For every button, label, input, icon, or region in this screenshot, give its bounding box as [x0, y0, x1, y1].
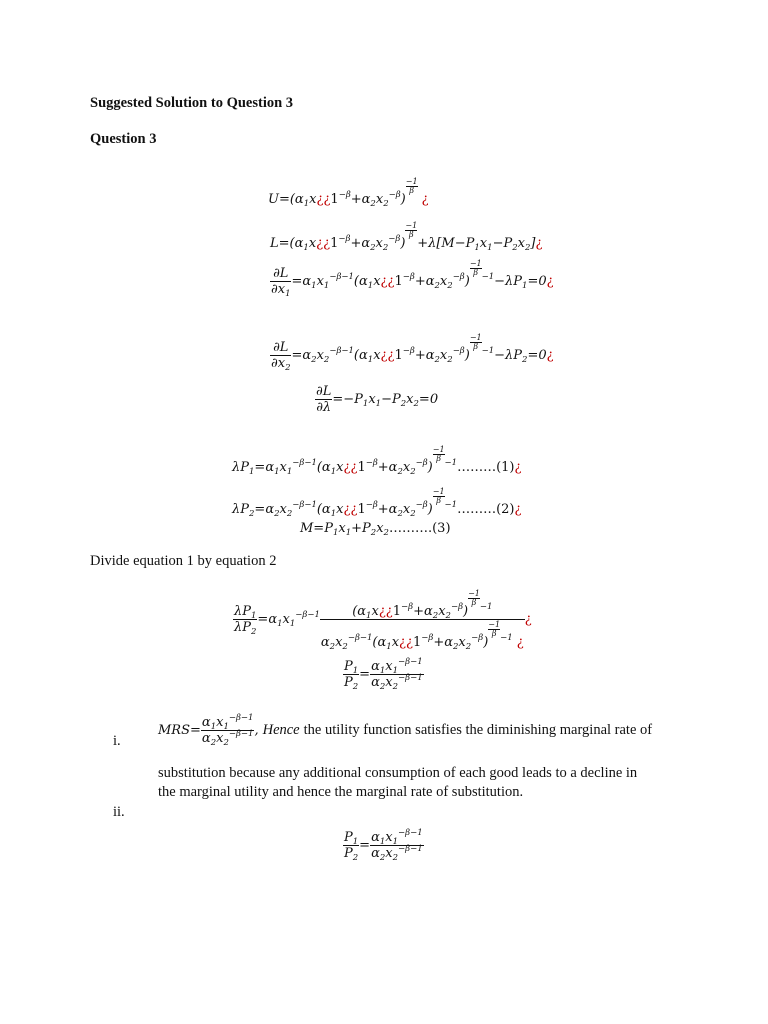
equation-foc-lambda: $\frac{\partial L}{\partial\lambda}$ $=-P_1x_1-P_2x_2=0$: [316, 384, 439, 415]
item-i-text: the utility function satisfies the diminishing marginal rate of: [303, 722, 653, 738]
item-i-text-line2: substitution because any additional consumption of each good leads to a decline in: [158, 765, 638, 781]
equation-price-ratio: $\frac{P_1}{P_2}$ = $\frac{\alpha_1x_1^{-\beta-1}}{\alpha_2x_2^{-\beta-1}}$: [344, 657, 423, 692]
item-ii-label: ii.: [113, 804, 125, 820]
equation-3: $M=P_1x_1+P_2x_2\dots\dots\dots.(3)$: [300, 521, 451, 538]
item-i-text-line3: the marginal utility and hence the marginal rate of substitution.: [158, 784, 524, 800]
item-i-hence: Hence: [262, 722, 300, 738]
equation-utility: $U=(\alpha_1x¿¿1^{-\beta}+\alpha_2x_2^{-\beta})$ $\frac{-1}{\beta}$ ¿: [268, 177, 429, 209]
equation-foc-x2: $\frac{\partial L}{\partial x_2}$ $=\alpha_2x_2^{-\beta-1}(\alpha_1x¿¿1^{-\beta}+\alpha_2x_2^{-\beta})$ $\frac{-1}{\beta}$ $^{-1}-\lambda P_2=0¿$: [271, 333, 554, 373]
equation-ratio: $\frac{\lambda P_1}{\lambda P_2}$ $=\alpha_1x_1^{-\beta-1}$ $(\alpha_1x¿¿1^{-\beta}+\alpha_2x_2^{-\beta})$ $\frac{-1}{\beta}$ $^{-1}$ $\alpha_2x_2^{-\beta-1}(\alpha_1x¿¿1^{-\beta}+\alpha_2x_2^{-\beta})$ $\frac{-1}{\beta}$ $^{-1}$ ¿ ¿: [234, 589, 532, 652]
page-title: Suggested Solution to Question 3: [90, 95, 294, 111]
eq2-label: ………(2): [457, 502, 515, 517]
equation-foc-x1: $\frac{\partial L}{\partial x_1}$ $=\alpha_1x_1^{-\beta-1}(\alpha_1x¿¿1^{-\beta}+\alpha_2x_2^{-\beta})$ $\frac{-1}{\beta}$ $^{-1}-\lambda P_1=0¿$: [271, 259, 554, 299]
item-i-label: i.: [113, 733, 121, 749]
equation-price-ratio-2: $\frac{P_1}{P_2}$ = $\frac{\alpha_1x_1^{-\beta-1}}{\alpha_2x_2^{-\beta-1}}$: [344, 828, 423, 863]
question-heading: Question 3: [90, 131, 157, 147]
eq3-label: ……….(3): [388, 521, 451, 536]
divide-instruction: Divide equation 1 by equation 2: [90, 553, 277, 569]
equation-2: $\lambda P_2=\alpha_2x_2^{-\beta-1}(\alpha_1x¿¿1^{-\beta}+\alpha_2x_2^{-\beta})$ $\frac{-1}{\beta}$ $^{-1}$………(2)¿: [232, 487, 522, 519]
equation-lagrangian: $L=(\alpha_1x¿¿1^{-\beta}+\alpha_2x_2^{-\beta})$ $\frac{-1}{\beta}$ $+\lambda[M-P_1x_1-P_2x_2]¿$: [270, 221, 543, 253]
equation-1: $\lambda P_1=\alpha_1x_1^{-\beta-1}(\alpha_1x¿¿1^{-\beta}+\alpha_2x_2^{-\beta})$ $\frac{-1}{\beta}$ $^{-1}$………(1)¿: [232, 445, 522, 477]
item-i-line: MRS= $\frac{\alpha_1x_1^{-\beta-1}}{\alpha_2x_2^{-\beta-1}}$ , Hence the utility function satisfies the diminishing marginal rate of: [158, 713, 653, 748]
eq1-label: ………(1): [457, 460, 515, 475]
